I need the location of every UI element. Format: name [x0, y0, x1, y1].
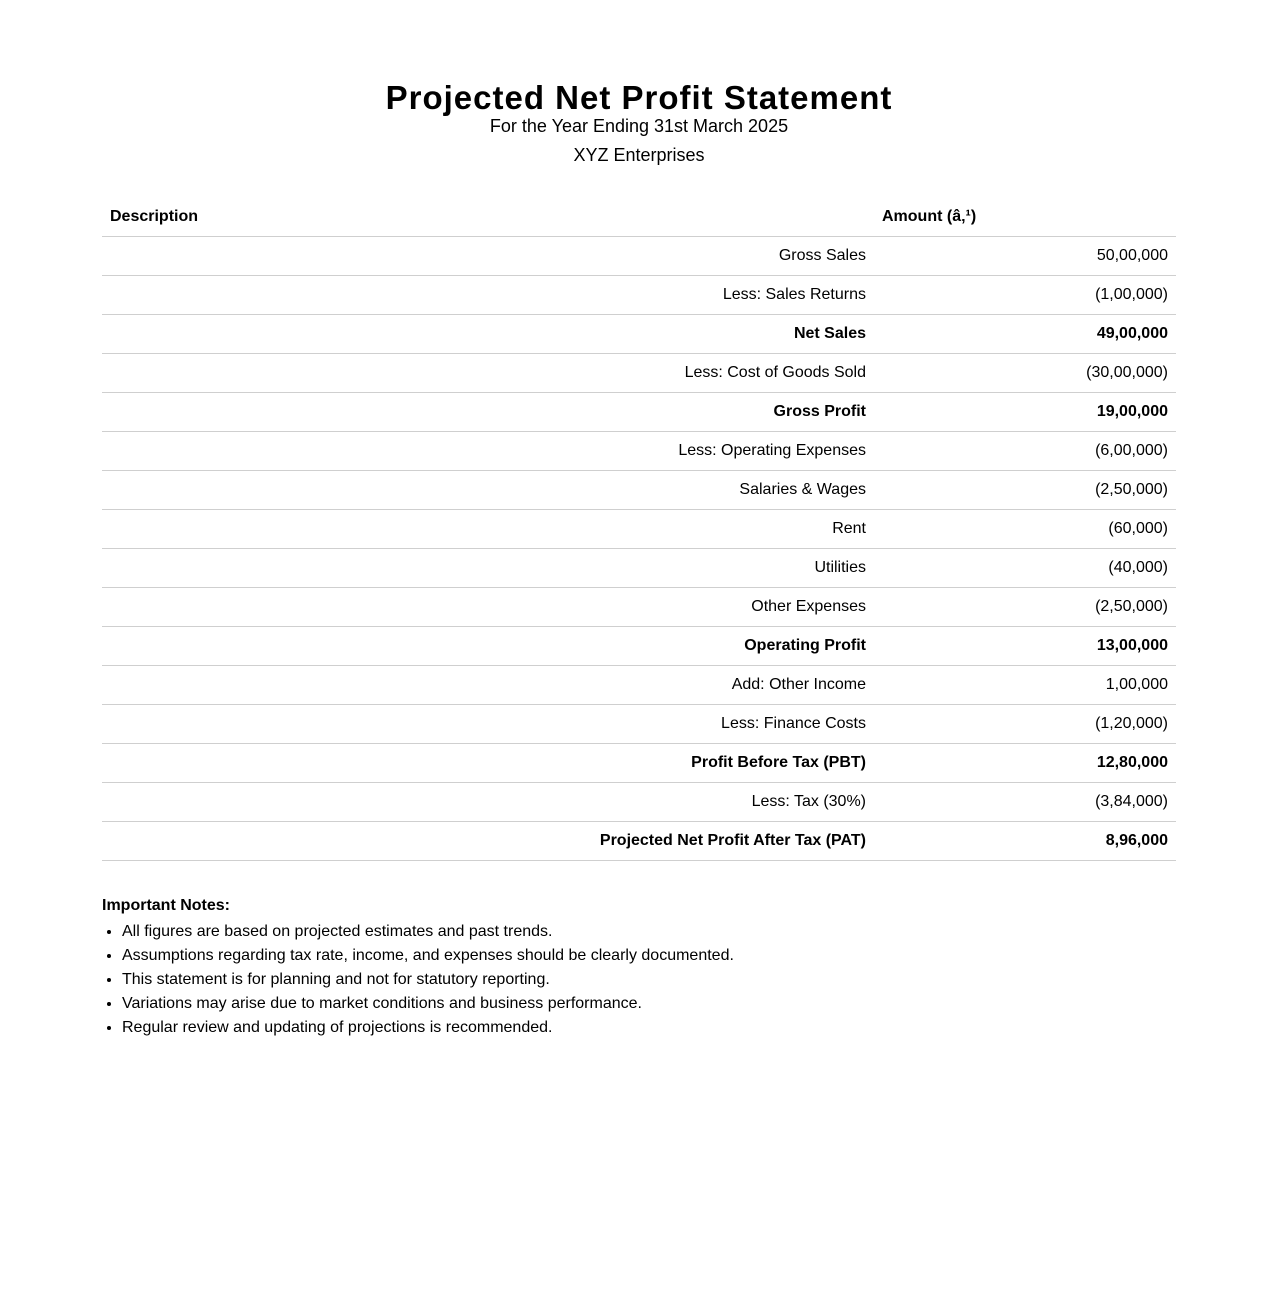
row-label: Less: Sales Returns	[102, 276, 874, 315]
table-row	[102, 744, 1176, 783]
row-label: Gross Profit	[102, 393, 874, 432]
table-row	[102, 354, 1176, 393]
period-subtitle: For the Year Ending 31st March 2025	[489, 116, 789, 136]
row-label: Salaries & Wages	[102, 471, 874, 510]
table-row	[102, 666, 1176, 705]
table-header-row	[102, 198, 1176, 237]
row-label: Add: Other Income	[102, 666, 874, 705]
table-row	[102, 393, 1176, 432]
row-amount: 50,00,000	[874, 237, 1176, 276]
statement-body	[102, 237, 1176, 861]
row-amount: (6,00,000)	[874, 432, 1176, 471]
table-row	[102, 432, 1176, 471]
table-row	[102, 510, 1176, 549]
table-row	[102, 276, 1176, 315]
row-label: Utilities	[102, 549, 874, 588]
row-label: Less: Finance Costs	[102, 705, 874, 744]
description-column-header: Description	[102, 198, 874, 237]
row-amount: 12,80,000	[874, 744, 1176, 783]
row-amount: (60,000)	[874, 510, 1176, 549]
notes-title: Important Notes:	[102, 897, 230, 914]
row-amount: 19,00,000	[874, 393, 1176, 432]
row-label: Less: Operating Expenses	[102, 432, 874, 471]
row-amount: 13,00,000	[874, 627, 1176, 666]
row-label: Net Sales	[102, 315, 874, 354]
company-name: XYZ Enterprises	[573, 145, 705, 165]
table-row	[102, 549, 1176, 588]
table-row	[102, 627, 1176, 666]
row-amount: 1,00,000	[874, 666, 1176, 705]
table-row	[102, 471, 1176, 510]
row-label: Less: Cost of Goods Sold	[102, 354, 874, 393]
row-label: Projected Net Profit After Tax (PAT)	[102, 822, 874, 861]
row-amount: (1,00,000)	[874, 276, 1176, 315]
row-amount: (3,84,000)	[874, 783, 1176, 822]
table-row	[102, 315, 1176, 354]
table-row	[102, 705, 1176, 744]
note-item: • Variations may arise due to market conditions and business performance.	[122, 992, 1176, 1016]
row-amount: (2,50,000)	[874, 588, 1176, 627]
note-item: • This statement is for planning and not for statutory reporting.	[122, 968, 1176, 992]
note-item: • Regular review and updating of projections is recommended.	[122, 1016, 1176, 1040]
row-amount: 49,00,000	[874, 315, 1176, 354]
table-row	[102, 783, 1176, 822]
page-title: Projected Net Profit Statement	[385, 79, 893, 116]
row-amount: (1,20,000)	[874, 705, 1176, 744]
profit-statement-table	[102, 198, 1176, 861]
row-amount: 8,96,000	[874, 822, 1176, 861]
notes-section	[102, 896, 1176, 1040]
row-amount: (30,00,000)	[874, 354, 1176, 393]
statement-header	[0, 78, 1278, 165]
notes-list	[102, 920, 1176, 1040]
table-row	[102, 237, 1176, 276]
amount-column-header: Amount (â‚¹)	[874, 198, 1176, 237]
table-row	[102, 822, 1176, 861]
row-label: Operating Profit	[102, 627, 874, 666]
row-label: Gross Sales	[102, 237, 874, 276]
row-label: Less: Tax (30%)	[102, 783, 874, 822]
table-row	[102, 588, 1176, 627]
row-label: Rent	[102, 510, 874, 549]
note-item: • Assumptions regarding tax rate, income, and expenses should be clearly documented.	[122, 944, 1176, 968]
row-label: Other Expenses	[102, 588, 874, 627]
row-label: Profit Before Tax (PBT)	[102, 744, 874, 783]
row-amount: (40,000)	[874, 549, 1176, 588]
note-item: • All figures are based on projected estimates and past trends.	[122, 920, 1176, 944]
row-amount: (2,50,000)	[874, 471, 1176, 510]
